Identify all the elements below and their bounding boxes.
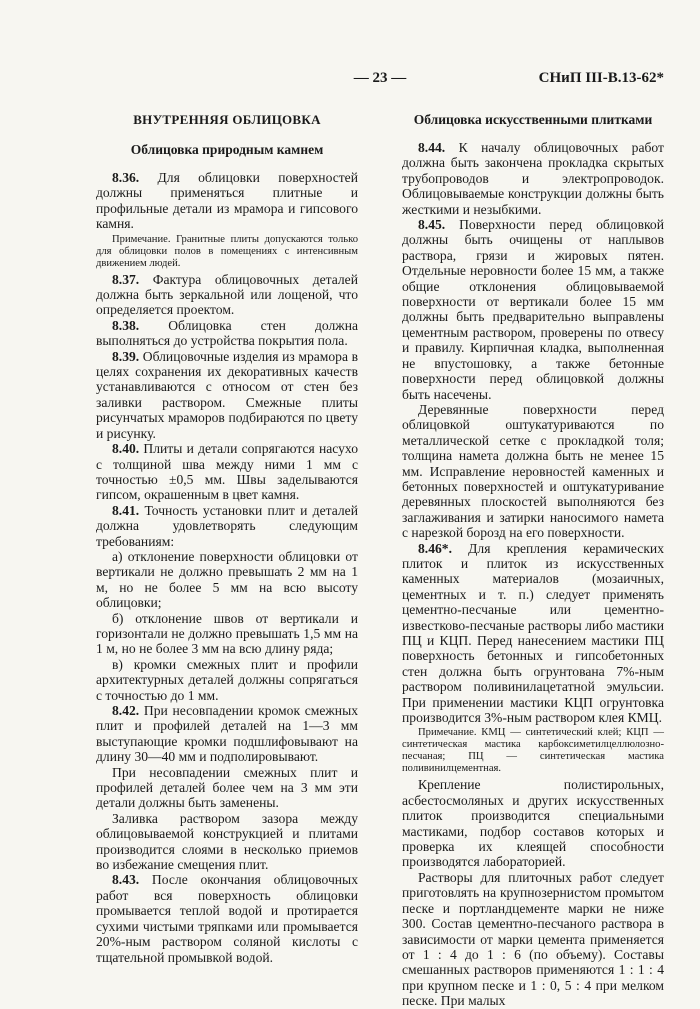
section-title: ВНУТРЕННЯЯ ОБЛИЦОВКА <box>133 112 321 127</box>
clause-text: К началу облицовочных работ должна быть закончена прокладка скрытых трубопроводов и электропроводок. Облицовываемые конструкции должны быть жесткими и незыбкими. <box>402 140 664 217</box>
left-column <box>96 112 358 1009</box>
subsection-title-natural-stone: Облицовка природным камнем <box>130 142 324 157</box>
body-paragraph <box>402 777 664 869</box>
body-paragraph <box>402 870 664 1009</box>
clause-number: 8.38. <box>112 317 140 333</box>
left-column-body <box>96 170 358 965</box>
numbered-clause <box>96 349 358 441</box>
clause-number: 8.41. <box>112 502 140 518</box>
clause-text: Для крепления керамических плиток и плиток из искусственных каменных материалов (мозаичных, цементных и т. п.) следует применять цементно-песчаные или цементно-известково-песчаные растворы либо мастики ПЦ и КЦП. Перед нанесением мастики ПЦ поверхность бетонных и гипсобетонных стен должна быть огрунтована 7%-ным раствором поливинилацетатной эмульсии. При применении мастики КЦП огрунтовка производится 3%-ным раствором клея КМЦ. <box>402 540 664 726</box>
clause-text: Облицовка стен должна выполняться до устройства покрытия пола. <box>96 317 358 349</box>
numbered-clause <box>96 318 358 349</box>
numbered-clause <box>96 272 358 318</box>
numbered-clause <box>96 503 358 549</box>
clause-text: б) отклонение швов от вертикали и горизонтали не должно превышать 1,5 мм на 1 м, но не более 3 мм на всю длину ряда; <box>96 610 358 657</box>
numbered-clause <box>96 441 358 503</box>
clause-text: Крепление полистирольных, асбестосмоляных и других искусственных плиток производится специальными мастиками, подбор составов которых и проверка их клеящей способности производятся лабораторией. <box>402 777 664 870</box>
clause-text: Растворы для плиточных работ следует приготовлять на крупнозернистом промытом песке и портландцементе марки не ниже 300. Состав цементно-песчаного раствора в зависимости от марки цемента применяется от 1 : 4 до 1 : 6 (по объему). Составы смешанных растворов применяются 1 : 1 : 4 при крупном песке и 1 : 0, 5 : 4 при мелком песке. При малых <box>402 869 664 1009</box>
body-paragraph <box>96 657 358 703</box>
clause-number: 8.42. <box>112 703 140 718</box>
numbered-clause <box>402 140 664 217</box>
clause-text: в) кромки смежных плит и профили архитектурных деталей должны сопрягаться с точностью до 1 мм. <box>96 656 358 703</box>
page-number: — 23 — <box>353 70 407 86</box>
body-paragraph <box>96 611 358 657</box>
numbered-clause <box>96 170 358 232</box>
right-column-body <box>402 140 664 1009</box>
body-paragraph <box>96 765 358 811</box>
numbered-clause <box>96 703 358 765</box>
note-paragraph: Примечание. Гранитные плиты допускаются только для облицовки полов в помещениях с интенсивным движением людей. <box>96 233 358 269</box>
clause-text: Поверхности перед облицовкой должны быть очищены от наплывов раствора, грязи и жировых пятен. Отдельные неровности более 15 мм, а также общие отклонения облицовываемой поверхности от вертикали более 15 мм должны быть предварительно выправлены цементным раствором, проверены по отвесу и правилу. Кирпичная кладка, выполненная не впустошовку, а также бетонные поверхности перед облицовкой должны быть насечены. <box>402 217 664 402</box>
clause-text: Облицовочные изделия из мрамора в целях сохранения их декоративных качеств устанавливаются с относом от стен без заливки раствором. Смежные плиты рисунчатых мраморов подбираются по цвету и рисунку. <box>96 348 358 441</box>
clause-text: Деревянные поверхности перед облицовкой оштукатуриваются по металлической сетке с прокладкой толя; толщина намета должна быть не менее 15 мм. Исправление неровностей каменных и бетонных поверхностей и оштукатуривание деревянных плоскостей выполняются без заглаживания и затирки наносимого намета с нарезкой борозд на его поверхности. <box>402 401 664 541</box>
page-header <box>96 70 664 90</box>
clause-text: Точность установки плит и деталей должна удовлетворять следующим требованиям: <box>96 502 358 549</box>
clause-text: Фактура облицовочных деталей должна быть зеркальной или лощеной, что определяется проектом. <box>96 271 358 318</box>
clause-number: 8.46*. <box>418 540 452 556</box>
clause-text: После окончания облицовочных работ вся поверхность облицовки промывается теплой водой и протирается сухими чистыми тряпками или промывается 20%-ным раствором соляной кислоты с тщательной промывкой водой. <box>96 872 358 965</box>
clause-number: 8.40. <box>112 441 140 457</box>
clause-text: При несовпадении кромок смежных плит и профилей деталей на 1—3 мм выступающие кромки подшлифовывают на длину 30—40 мм и подполировывают. <box>96 703 358 765</box>
clause-text: При несовпадении смежных плит и профилей деталей более чем на 3 мм эти детали должны быть заменены. <box>96 764 358 811</box>
numbered-clause <box>402 217 664 402</box>
clause-number: 8.45. <box>418 217 446 233</box>
numbered-clause <box>96 872 358 964</box>
clause-number: 8.37. <box>112 271 140 287</box>
body-paragraph <box>96 549 358 611</box>
body-paragraph <box>96 811 358 873</box>
clause-number: 8.43. <box>112 872 140 888</box>
clause-number: 8.36. <box>112 170 140 185</box>
numbered-clause <box>402 541 664 726</box>
right-column <box>402 112 664 1009</box>
clause-text: Для облицовки поверхностей должны применяться плитные и профильные детали из мрамора и гипсового камня. <box>96 170 358 232</box>
clause-text: Заливка раствором зазора между облицовываемой конструкцией и плитами производится слоями в несколько приемов во избежание смещения плит. <box>96 810 358 873</box>
document-code: СНиП III-В.13-62* <box>538 70 664 86</box>
subsection-title-artificial-tiles: Облицовка искусственными плитками <box>413 112 653 127</box>
clause-number: 8.39. <box>112 348 140 364</box>
clause-number: 8.44. <box>418 140 446 155</box>
clause-text: а) отклонение поверхности облицовки от вертикали не должно превышать 2 мм на 1 м, но не более 5 мм на всю высоту облицовки; <box>96 548 358 611</box>
text-columns <box>96 112 664 1009</box>
note-paragraph: Примечание. КМЦ — синтетический клей; КЦП — синтетическая мастика карбоксиметилцеллюлозно-песчаная; ПЦ — синтетическая мастика поливинилцементная. <box>402 727 664 775</box>
body-paragraph <box>402 402 664 541</box>
clause-text: Плиты и детали сопрягаются насухо с толщиной шва между ними 1 мм с точностью ±0,5 мм. Швы заделываются гипсом, окрашенным в цвет камня. <box>96 441 358 503</box>
